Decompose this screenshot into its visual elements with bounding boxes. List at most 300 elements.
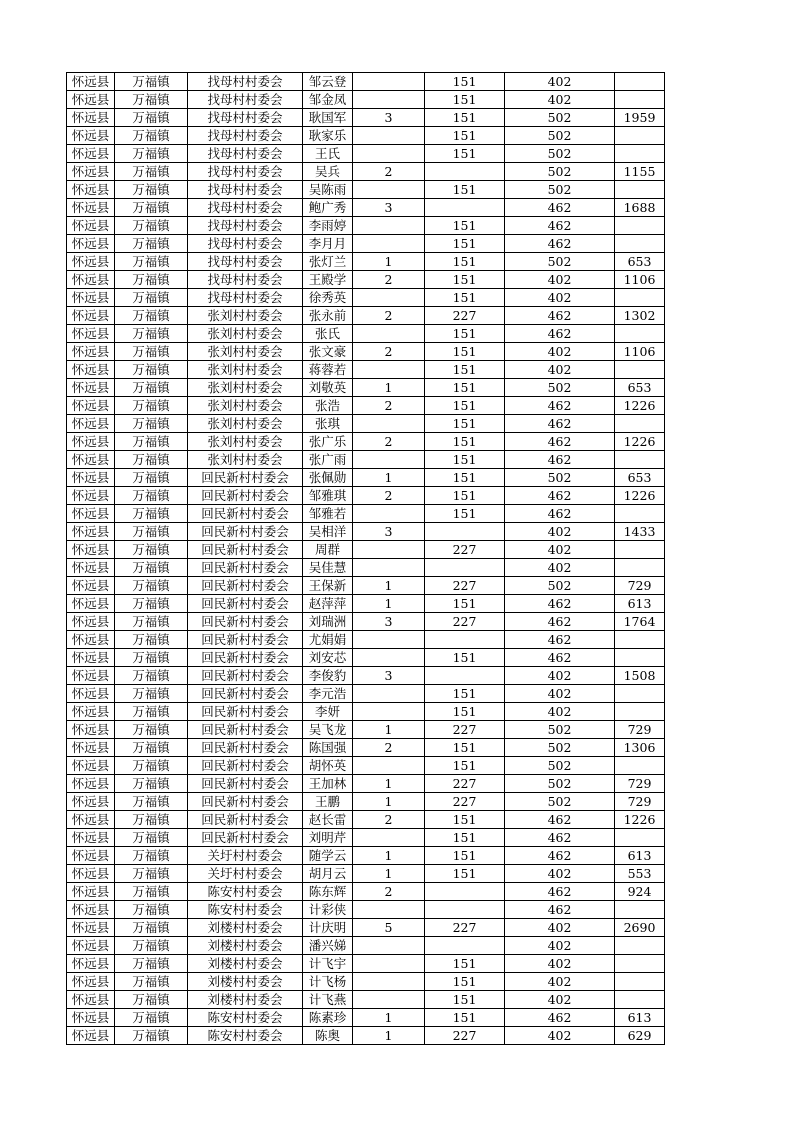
amount-b-cell: 402 — [505, 91, 615, 109]
name-cell: 蒋蓉若 — [303, 361, 353, 379]
amount-b-cell: 502 — [505, 739, 615, 757]
amount-b-cell: 462 — [505, 811, 615, 829]
amount-a-cell: 151 — [425, 973, 505, 991]
town-cell: 万福镇 — [115, 505, 188, 523]
county-cell: 怀远县 — [67, 469, 115, 487]
amount-a-cell: 151 — [425, 505, 505, 523]
amount-a-cell: 151 — [425, 343, 505, 361]
amount-b-cell: 502 — [505, 721, 615, 739]
table-row — [67, 721, 665, 739]
table-row — [67, 109, 665, 127]
total-cell: 729 — [615, 721, 665, 739]
amount-b-cell: 402 — [505, 271, 615, 289]
village-committee-cell: 找母村村委会 — [188, 253, 303, 271]
town-cell: 万福镇 — [115, 1027, 188, 1045]
county-cell: 怀远县 — [67, 865, 115, 883]
name-cell: 随学云 — [303, 847, 353, 865]
village-committee-cell: 找母村村委会 — [188, 73, 303, 91]
county-cell: 怀远县 — [67, 829, 115, 847]
name-cell: 李妍 — [303, 703, 353, 721]
amount-b-cell: 502 — [505, 109, 615, 127]
county-cell: 怀远县 — [67, 73, 115, 91]
table-row — [67, 163, 665, 181]
town-cell: 万福镇 — [115, 667, 188, 685]
total-cell — [615, 289, 665, 307]
table-row — [67, 667, 665, 685]
town-cell: 万福镇 — [115, 73, 188, 91]
table-row — [67, 505, 665, 523]
county-cell: 怀远县 — [67, 811, 115, 829]
town-cell: 万福镇 — [115, 91, 188, 109]
amount-b-cell: 462 — [505, 847, 615, 865]
name-cell: 邹雅琪 — [303, 487, 353, 505]
name-cell: 胡怀英 — [303, 757, 353, 775]
amount-b-cell: 402 — [505, 919, 615, 937]
name-cell: 潘兴娣 — [303, 937, 353, 955]
table-row — [67, 865, 665, 883]
count-cell — [353, 901, 425, 919]
count-cell — [353, 325, 425, 343]
county-cell: 怀远县 — [67, 919, 115, 937]
county-cell: 怀远县 — [67, 595, 115, 613]
village-committee-cell: 张刘村村委会 — [188, 379, 303, 397]
village-committee-cell: 找母村村委会 — [188, 109, 303, 127]
name-cell: 张永前 — [303, 307, 353, 325]
amount-a-cell: 227 — [425, 919, 505, 937]
count-cell — [353, 217, 425, 235]
amount-a-cell: 151 — [425, 595, 505, 613]
name-cell: 张广雨 — [303, 451, 353, 469]
name-cell: 陈东辉 — [303, 883, 353, 901]
total-cell: 1508 — [615, 667, 665, 685]
table-row — [67, 127, 665, 145]
count-cell — [353, 829, 425, 847]
amount-a-cell — [425, 937, 505, 955]
amount-b-cell: 502 — [505, 757, 615, 775]
county-cell: 怀远县 — [67, 775, 115, 793]
amount-b-cell: 402 — [505, 667, 615, 685]
name-cell: 张佩勋 — [303, 469, 353, 487]
village-committee-cell: 张刘村村委会 — [188, 451, 303, 469]
count-cell: 1 — [353, 253, 425, 271]
count-cell: 2 — [353, 397, 425, 415]
county-cell: 怀远县 — [67, 703, 115, 721]
count-cell: 2 — [353, 343, 425, 361]
village-committee-cell: 回民新村村委会 — [188, 541, 303, 559]
county-cell: 怀远县 — [67, 685, 115, 703]
name-cell: 鲍广秀 — [303, 199, 353, 217]
total-cell — [615, 703, 665, 721]
town-cell: 万福镇 — [115, 469, 188, 487]
name-cell: 赵长雷 — [303, 811, 353, 829]
county-cell: 怀远县 — [67, 973, 115, 991]
count-cell — [353, 757, 425, 775]
amount-a-cell: 151 — [425, 433, 505, 451]
total-cell — [615, 325, 665, 343]
total-cell — [615, 145, 665, 163]
table-row — [67, 703, 665, 721]
count-cell — [353, 973, 425, 991]
total-cell: 729 — [615, 577, 665, 595]
name-cell: 刘敬英 — [303, 379, 353, 397]
count-cell — [353, 955, 425, 973]
table-row — [67, 271, 665, 289]
total-cell — [615, 541, 665, 559]
amount-a-cell: 151 — [425, 451, 505, 469]
village-committee-cell: 找母村村委会 — [188, 145, 303, 163]
town-cell: 万福镇 — [115, 271, 188, 289]
county-cell: 怀远县 — [67, 1009, 115, 1027]
total-cell — [615, 955, 665, 973]
count-cell: 1 — [353, 1009, 425, 1027]
amount-b-cell: 462 — [505, 433, 615, 451]
amount-b-cell: 402 — [505, 973, 615, 991]
amount-a-cell: 227 — [425, 1027, 505, 1045]
amount-a-cell — [425, 631, 505, 649]
county-cell: 怀远县 — [67, 181, 115, 199]
village-committee-cell: 回民新村村委会 — [188, 703, 303, 721]
count-cell: 2 — [353, 163, 425, 181]
amount-a-cell: 151 — [425, 739, 505, 757]
village-committee-cell: 找母村村委会 — [188, 235, 303, 253]
count-cell — [353, 235, 425, 253]
town-cell: 万福镇 — [115, 1009, 188, 1027]
amount-b-cell: 502 — [505, 379, 615, 397]
amount-b-cell: 402 — [505, 865, 615, 883]
name-cell: 赵萍萍 — [303, 595, 353, 613]
village-committee-cell: 刘楼村村委会 — [188, 991, 303, 1009]
village-committee-cell: 回民新村村委会 — [188, 631, 303, 649]
name-cell: 尤娟娟 — [303, 631, 353, 649]
county-cell: 怀远县 — [67, 361, 115, 379]
name-cell: 吴陈雨 — [303, 181, 353, 199]
table-row — [67, 541, 665, 559]
county-cell: 怀远县 — [67, 721, 115, 739]
town-cell: 万福镇 — [115, 901, 188, 919]
county-cell: 怀远县 — [67, 991, 115, 1009]
town-cell: 万福镇 — [115, 145, 188, 163]
count-cell: 1 — [353, 469, 425, 487]
amount-a-cell: 151 — [425, 991, 505, 1009]
amount-a-cell: 227 — [425, 775, 505, 793]
village-committee-cell: 回民新村村委会 — [188, 487, 303, 505]
county-cell: 怀远县 — [67, 559, 115, 577]
table-row — [67, 145, 665, 163]
town-cell: 万福镇 — [115, 739, 188, 757]
table-row — [67, 631, 665, 649]
table-row — [67, 1027, 665, 1045]
name-cell: 李雨婷 — [303, 217, 353, 235]
village-committee-cell: 张刘村村委会 — [188, 397, 303, 415]
county-cell: 怀远县 — [67, 163, 115, 181]
town-cell: 万福镇 — [115, 847, 188, 865]
village-committee-cell: 回民新村村委会 — [188, 721, 303, 739]
count-cell — [353, 73, 425, 91]
amount-a-cell: 151 — [425, 253, 505, 271]
county-cell: 怀远县 — [67, 577, 115, 595]
table-row — [67, 577, 665, 595]
table-row — [67, 847, 665, 865]
county-cell: 怀远县 — [67, 793, 115, 811]
village-committee-cell: 回民新村村委会 — [188, 829, 303, 847]
total-cell: 613 — [615, 1009, 665, 1027]
village-committee-cell: 张刘村村委会 — [188, 361, 303, 379]
amount-b-cell: 462 — [505, 451, 615, 469]
table-row — [67, 775, 665, 793]
table-row — [67, 415, 665, 433]
town-cell: 万福镇 — [115, 487, 188, 505]
total-cell: 1688 — [615, 199, 665, 217]
county-cell: 怀远县 — [67, 289, 115, 307]
village-committee-cell: 刘楼村村委会 — [188, 973, 303, 991]
total-cell: 653 — [615, 253, 665, 271]
county-cell: 怀远县 — [67, 307, 115, 325]
table-row — [67, 613, 665, 631]
county-cell: 怀远县 — [67, 397, 115, 415]
total-cell — [615, 631, 665, 649]
total-cell: 2690 — [615, 919, 665, 937]
name-cell: 刘瑞洲 — [303, 613, 353, 631]
table-row — [67, 379, 665, 397]
village-committee-cell: 张刘村村委会 — [188, 433, 303, 451]
village-committee-cell: 关圩村村委会 — [188, 865, 303, 883]
total-cell — [615, 127, 665, 145]
name-cell: 王保新 — [303, 577, 353, 595]
table-row — [67, 901, 665, 919]
table-row — [67, 397, 665, 415]
table-body — [67, 73, 665, 1045]
name-cell: 张浩 — [303, 397, 353, 415]
county-cell: 怀远县 — [67, 667, 115, 685]
village-committee-cell: 刘楼村村委会 — [188, 919, 303, 937]
town-cell: 万福镇 — [115, 289, 188, 307]
town-cell: 万福镇 — [115, 379, 188, 397]
table-row — [67, 649, 665, 667]
table-row — [67, 829, 665, 847]
total-cell — [615, 829, 665, 847]
village-committee-cell: 回民新村村委会 — [188, 739, 303, 757]
name-cell: 王鹏 — [303, 793, 353, 811]
amount-b-cell: 402 — [505, 703, 615, 721]
village-committee-cell: 刘楼村村委会 — [188, 955, 303, 973]
county-cell: 怀远县 — [67, 739, 115, 757]
town-cell: 万福镇 — [115, 991, 188, 1009]
town-cell: 万福镇 — [115, 541, 188, 559]
count-cell — [353, 703, 425, 721]
total-cell: 1959 — [615, 109, 665, 127]
name-cell: 周群 — [303, 541, 353, 559]
total-cell — [615, 181, 665, 199]
town-cell: 万福镇 — [115, 235, 188, 253]
amount-a-cell — [425, 667, 505, 685]
amount-b-cell: 462 — [505, 415, 615, 433]
amount-a-cell: 151 — [425, 487, 505, 505]
amount-a-cell — [425, 199, 505, 217]
county-cell: 怀远县 — [67, 199, 115, 217]
amount-b-cell: 462 — [505, 325, 615, 343]
count-cell — [353, 181, 425, 199]
name-cell: 吴飞龙 — [303, 721, 353, 739]
amount-b-cell: 462 — [505, 487, 615, 505]
county-cell: 怀远县 — [67, 631, 115, 649]
village-committee-cell: 回民新村村委会 — [188, 505, 303, 523]
county-cell: 怀远县 — [67, 127, 115, 145]
village-committee-cell: 找母村村委会 — [188, 181, 303, 199]
count-cell: 5 — [353, 919, 425, 937]
table-row — [67, 91, 665, 109]
amount-b-cell: 402 — [505, 343, 615, 361]
table-row — [67, 811, 665, 829]
total-cell — [615, 505, 665, 523]
town-cell: 万福镇 — [115, 595, 188, 613]
total-cell: 1306 — [615, 739, 665, 757]
name-cell: 胡月云 — [303, 865, 353, 883]
county-cell: 怀远县 — [67, 451, 115, 469]
amount-b-cell: 462 — [505, 829, 615, 847]
total-cell: 653 — [615, 379, 665, 397]
amount-b-cell: 402 — [505, 991, 615, 1009]
amount-a-cell: 227 — [425, 613, 505, 631]
amount-b-cell: 502 — [505, 469, 615, 487]
town-cell: 万福镇 — [115, 955, 188, 973]
count-cell — [353, 145, 425, 163]
amount-b-cell: 402 — [505, 955, 615, 973]
village-committee-cell: 陈安村村委会 — [188, 901, 303, 919]
county-cell: 怀远县 — [67, 1027, 115, 1045]
count-cell — [353, 289, 425, 307]
town-cell: 万福镇 — [115, 865, 188, 883]
amount-a-cell: 227 — [425, 577, 505, 595]
table-row — [67, 919, 665, 937]
amount-a-cell: 227 — [425, 307, 505, 325]
amount-b-cell: 402 — [505, 289, 615, 307]
amount-b-cell: 462 — [505, 217, 615, 235]
village-committee-cell: 陈安村村委会 — [188, 883, 303, 901]
count-cell: 1 — [353, 775, 425, 793]
town-cell: 万福镇 — [115, 307, 188, 325]
village-committee-cell: 张刘村村委会 — [188, 325, 303, 343]
village-committee-cell: 找母村村委会 — [188, 271, 303, 289]
total-cell — [615, 991, 665, 1009]
name-cell: 李月月 — [303, 235, 353, 253]
amount-a-cell: 151 — [425, 217, 505, 235]
amount-b-cell: 462 — [505, 199, 615, 217]
table-row — [67, 217, 665, 235]
town-cell: 万福镇 — [115, 451, 188, 469]
town-cell: 万福镇 — [115, 811, 188, 829]
town-cell: 万福镇 — [115, 397, 188, 415]
town-cell: 万福镇 — [115, 937, 188, 955]
count-cell — [353, 91, 425, 109]
village-committee-cell: 回民新村村委会 — [188, 577, 303, 595]
name-cell: 计庆明 — [303, 919, 353, 937]
name-cell: 张氏 — [303, 325, 353, 343]
town-cell: 万福镇 — [115, 685, 188, 703]
amount-b-cell: 502 — [505, 793, 615, 811]
count-cell — [353, 361, 425, 379]
amount-b-cell: 402 — [505, 1027, 615, 1045]
count-cell: 1 — [353, 793, 425, 811]
village-committee-cell: 刘楼村村委会 — [188, 937, 303, 955]
name-cell: 张琪 — [303, 415, 353, 433]
amount-a-cell — [425, 559, 505, 577]
amount-a-cell: 151 — [425, 1009, 505, 1027]
amount-b-cell: 462 — [505, 883, 615, 901]
town-cell: 万福镇 — [115, 721, 188, 739]
village-committee-cell: 回民新村村委会 — [188, 793, 303, 811]
amount-a-cell: 151 — [425, 379, 505, 397]
amount-b-cell: 462 — [505, 631, 615, 649]
town-cell: 万福镇 — [115, 217, 188, 235]
village-committee-cell: 张刘村村委会 — [188, 415, 303, 433]
amount-a-cell: 151 — [425, 703, 505, 721]
total-cell — [615, 757, 665, 775]
amount-a-cell: 151 — [425, 847, 505, 865]
total-cell — [615, 361, 665, 379]
county-cell: 怀远县 — [67, 271, 115, 289]
name-cell: 计飞宇 — [303, 955, 353, 973]
village-committee-cell: 回民新村村委会 — [188, 667, 303, 685]
name-cell: 计飞杨 — [303, 973, 353, 991]
total-cell — [615, 649, 665, 667]
amount-b-cell: 462 — [505, 1009, 615, 1027]
county-cell: 怀远县 — [67, 757, 115, 775]
amount-a-cell: 151 — [425, 145, 505, 163]
amount-a-cell: 227 — [425, 793, 505, 811]
amount-b-cell: 462 — [505, 595, 615, 613]
amount-a-cell: 151 — [425, 649, 505, 667]
village-committee-cell: 陈安村村委会 — [188, 1027, 303, 1045]
amount-b-cell: 402 — [505, 541, 615, 559]
town-cell: 万福镇 — [115, 631, 188, 649]
count-cell: 2 — [353, 739, 425, 757]
table-row — [67, 595, 665, 613]
total-cell: 1155 — [615, 163, 665, 181]
count-cell: 2 — [353, 433, 425, 451]
town-cell: 万福镇 — [115, 163, 188, 181]
county-cell: 怀远县 — [67, 649, 115, 667]
name-cell: 邹金凤 — [303, 91, 353, 109]
county-cell: 怀远县 — [67, 433, 115, 451]
town-cell: 万福镇 — [115, 253, 188, 271]
amount-a-cell: 151 — [425, 955, 505, 973]
amount-b-cell: 502 — [505, 145, 615, 163]
amount-a-cell — [425, 883, 505, 901]
county-cell: 怀远县 — [67, 901, 115, 919]
total-cell — [615, 217, 665, 235]
total-cell — [615, 73, 665, 91]
name-cell: 陈素珍 — [303, 1009, 353, 1027]
amount-b-cell: 462 — [505, 613, 615, 631]
table-row — [67, 325, 665, 343]
village-committee-cell: 回民新村村委会 — [188, 757, 303, 775]
data-table — [66, 72, 665, 1045]
count-cell: 3 — [353, 199, 425, 217]
village-committee-cell: 回民新村村委会 — [188, 649, 303, 667]
table-row — [67, 433, 665, 451]
village-committee-cell: 回民新村村委会 — [188, 595, 303, 613]
total-cell: 1106 — [615, 343, 665, 361]
town-cell: 万福镇 — [115, 793, 188, 811]
town-cell: 万福镇 — [115, 523, 188, 541]
amount-a-cell: 151 — [425, 181, 505, 199]
county-cell: 怀远县 — [67, 541, 115, 559]
amount-b-cell: 502 — [505, 127, 615, 145]
name-cell: 王氏 — [303, 145, 353, 163]
amount-a-cell: 151 — [425, 289, 505, 307]
table-row — [67, 955, 665, 973]
amount-a-cell: 151 — [425, 127, 505, 145]
